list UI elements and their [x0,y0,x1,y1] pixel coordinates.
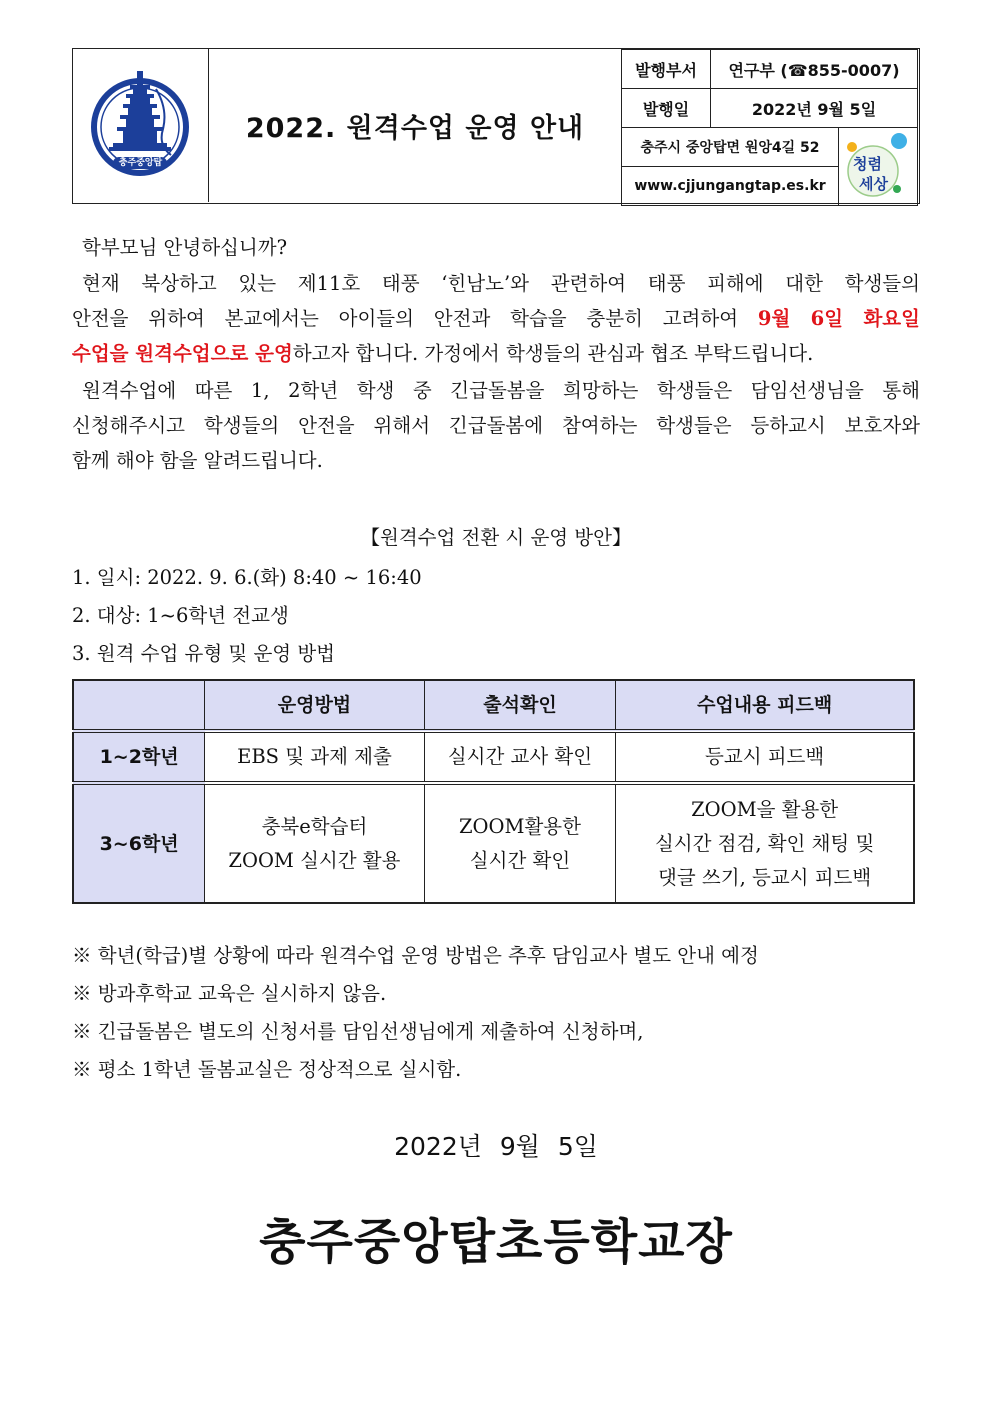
table-header-feedback: 수업내용 피드백 [616,680,914,731]
method-line: ZOOM 실시간 활용 [228,848,401,872]
note-1: ※ 학년(학급)별 상황에 따라 원격수업 운영 방법은 추후 담임교사 별도 안내 예정 [72,944,759,967]
badge-text-bottom: 세상 [859,174,888,193]
paragraph-1-line-2 [72,301,920,336]
school-address: 충주시 중앙탑면 원앙4길 52 [622,128,839,167]
note-3: ※ 긴급돌봄은 별도의 신청서를 담임선생님에게 제출하여 신청하며, [72,1020,644,1043]
school-logo-icon [73,49,208,202]
principal-signature: 충주중앙탑초등학교장 [259,1214,733,1270]
attendance-cell [424,783,616,903]
issuer-info-table [621,49,918,206]
paragraph-2-line-3: 함께 해야 함을 알려드립니다. [72,449,323,472]
highlight-remote: 수업을 원격수업으로 운영 [72,342,293,365]
paragraph-1-line-3-text: 하고자 합니다. 가정에서 학생들의 관심과 협조 부탁드립니다. [292,342,814,365]
grade-cell: 1~2학년 [73,731,205,783]
operation-table [72,679,915,904]
feedback-cell [616,783,914,903]
method-cell [205,783,424,903]
method-line: 충북e학습터 [261,814,368,838]
dept-value: 연구부 (☎855-0007) [711,50,918,89]
feedback-line: 실시간 점검, 확인 채팅 및 [654,831,875,855]
paragraph-2-line-2: 신청해주시고 학생들의 안전을 위해서 긴급돌봄에 참여하는 학생들은 등하교시 보호자와 [72,414,920,437]
table-row [73,783,914,903]
plan-item-3: 3. 원격 수업 유형 및 운영 방법 [72,642,336,665]
dept-label: 발행부서 [622,50,711,89]
greeting: 학부모님 안녕하십니까? [82,236,288,259]
plan-title: 【원격수업 전환 시 운영 방안】 [360,526,632,549]
paragraph-1-line-1: 현재 북상하고 있는 제11호 태풍 ‘힌남노’와 관련하여 태풍 피해에 대한 학생들의 [82,272,920,295]
issue-date: 2022년 9월 5일 [394,1132,598,1161]
feedback-cell: 등교시 피드백 [616,731,914,783]
note-2: ※ 방과후학교 교육은 실시하지 않음. [72,982,387,1005]
feedback-line: 댓글 쓰기, 등교시 피드백 [658,865,872,889]
note-4: ※ 평소 1학년 돌봄교실은 정상적으로 실시함. [72,1058,462,1081]
paragraph-1-line-2-text: 안전을 위하여 본교에서는 아이들의 안전과 학습을 충분히 고려하여 [72,307,758,330]
grade-cell: 3~6학년 [73,783,205,903]
table-header-method: 운영방법 [205,680,424,731]
school-website[interactable]: www.cjjungangtap.es.kr [622,167,839,206]
date-value: 2022년 9월 5일 [711,89,918,128]
attendance-line: 실시간 확인 [469,848,571,872]
attendance-line: ZOOM활용한 [458,814,581,838]
table-row [73,731,914,783]
feedback-line: ZOOM을 활용한 [691,797,839,821]
integrity-badge-cell [839,128,918,206]
method-cell: EBS 및 과제 제출 [205,731,424,783]
highlight-date: 9월 6일 화요일 [757,307,920,330]
document-title: 2022. 원격수업 운영 안내 [245,113,585,144]
plan-item-2: 2. 대상: 1~6학년 전교생 [72,604,289,627]
table-header-grade [73,680,205,731]
paragraph-1-line-3 [72,336,920,371]
badge-text-top: 청렴 [853,154,882,173]
school-logo-cell [73,49,209,202]
table-header-row [73,680,914,731]
plan-item-1: 1. 일시: 2022. 9. 6.(화) 8:40 ~ 16:40 [72,566,422,589]
title-cell [209,49,621,202]
attendance-cell: 실시간 교사 확인 [424,731,616,783]
document-header [72,48,920,204]
paragraph-2-line-1: 원격수업에 따른 1, 2학년 학생 중 긴급돌봄을 희망하는 학생들은 담임선생님을 통해 [82,379,920,402]
table-header-attendance: 출석확인 [424,680,616,731]
date-label: 발행일 [622,89,711,128]
logo-text: 충주중앙탑 [118,158,163,168]
